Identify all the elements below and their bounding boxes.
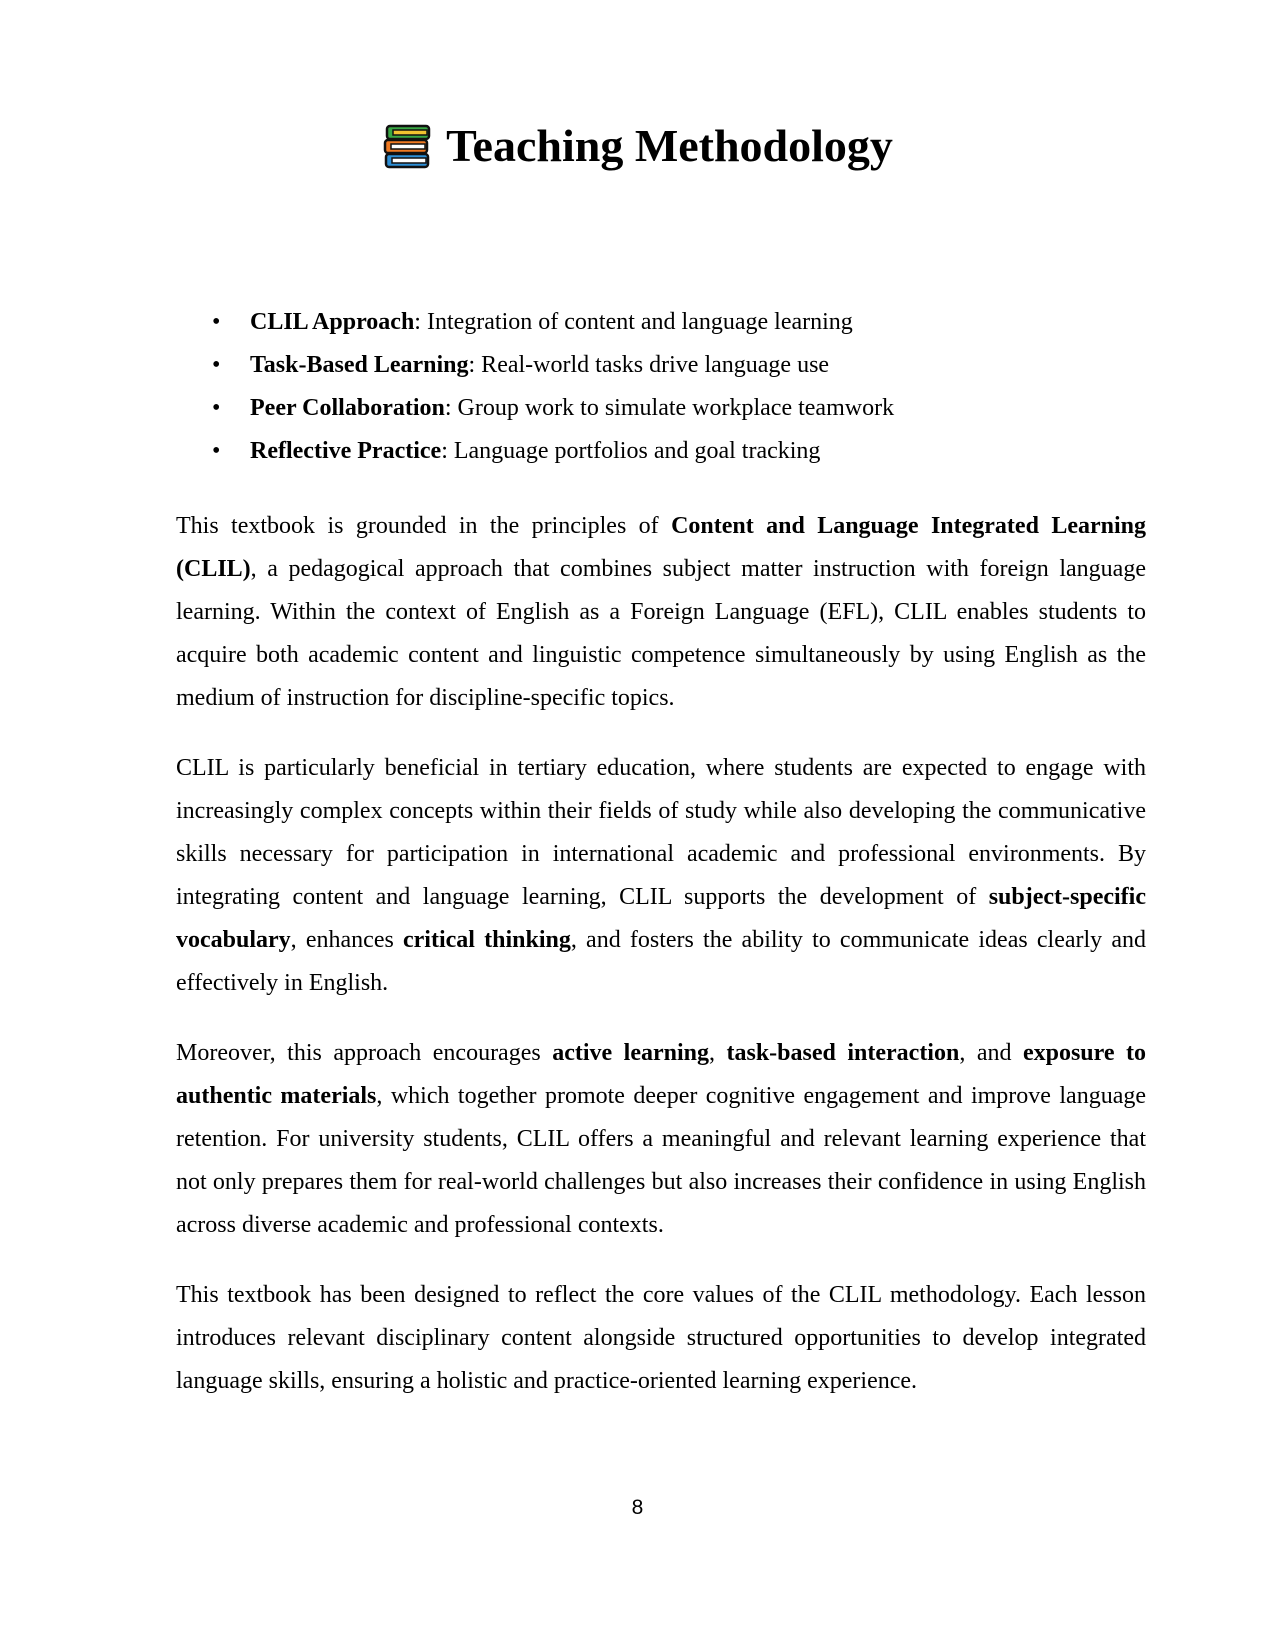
body-text bbox=[176, 505, 1146, 1430]
list-item bbox=[176, 344, 1176, 387]
emphasis: task-based interaction bbox=[726, 1040, 960, 1066]
list-item bbox=[176, 430, 1176, 473]
paragraph-textbook-design bbox=[176, 1274, 1146, 1403]
emphasis: active learning bbox=[552, 1040, 709, 1066]
list-item-term: Task-Based Learning bbox=[250, 352, 469, 378]
page-number: 8 bbox=[631, 1496, 644, 1519]
list-item-term: Reflective Practice bbox=[250, 438, 442, 464]
paragraph-clil-benefits bbox=[176, 747, 1146, 1005]
methodology-list bbox=[176, 301, 1176, 473]
list-item-term: CLIL Approach bbox=[250, 309, 415, 335]
bullet-icon: • bbox=[212, 395, 221, 421]
list-item bbox=[176, 387, 1176, 430]
emphasis: subject-specific vocabulary bbox=[176, 884, 1146, 953]
emphasis: critical thinking bbox=[403, 927, 571, 953]
list-item-text: : Group work to simulate workplace teamwork bbox=[444, 395, 895, 421]
page-title: Teaching Methodology bbox=[446, 120, 893, 171]
text-run: , which together promote deeper cognitive engagement and improve language retention. For university students, CLIL offers a meaningful and relevant learning experience that not only prepares them for real-world challenges but also increases their confidence in using English across diverse academic and professional contexts. bbox=[176, 1083, 1146, 1238]
list-item bbox=[176, 301, 1176, 344]
text-run: This textbook has been designed to reflect the core values of the CLIL methodology. Each lesson introduces relevant disciplinary content alongside structured opportunities to develop integrated language skills, ensuring a holistic and practice-oriented learning experience. bbox=[176, 1282, 1146, 1394]
bullet-icon: • bbox=[212, 309, 221, 335]
page-header bbox=[0, 118, 1275, 174]
emphasis: exposure to authentic materials bbox=[176, 1040, 1147, 1109]
text-run: Moreover, this approach encourages bbox=[176, 1040, 553, 1066]
emphasis: Content and Language Integrated Learning (CLIL) bbox=[176, 513, 1146, 582]
list-item-term: Peer Collaboration bbox=[250, 395, 445, 421]
text-run: , and bbox=[959, 1040, 1023, 1066]
paragraph-clil-intro bbox=[176, 505, 1146, 720]
text-run: This textbook is grounded in the principles of bbox=[176, 513, 672, 539]
bullet-icon: • bbox=[212, 352, 221, 378]
books-icon bbox=[382, 121, 432, 171]
list-item-text: : Real-world tasks drive language use bbox=[468, 352, 830, 378]
list-item-text: : Integration of content and language learning bbox=[414, 309, 853, 335]
text-run: , a pedagogical approach that combines subject matter instruction with foreign language learning. Within the context of English as a Foreign Language (EFL), CLIL enables students to acquire both academic content and linguistic competence simultaneously by using English as the medium of instruction for discipline-specific topics. bbox=[176, 556, 1146, 711]
paragraph-active-learning bbox=[176, 1032, 1146, 1247]
text-run: , bbox=[709, 1040, 727, 1066]
text-run: CLIL is particularly beneficial in tertiary education, where students are expected to engage with increasingly complex concepts within their fields of study while also developing the communicative skills necessary for participation in international academic and professional environments. By integrating content and language learning, CLIL supports the development of bbox=[176, 755, 1146, 910]
text-run: , enhances bbox=[290, 927, 403, 953]
text-run: , and fosters the ability to communicate ideas clearly and effectively in English. bbox=[176, 927, 1147, 996]
bullet-icon: • bbox=[212, 438, 221, 464]
list-item-text: : Language portfolios and goal tracking bbox=[441, 438, 821, 464]
